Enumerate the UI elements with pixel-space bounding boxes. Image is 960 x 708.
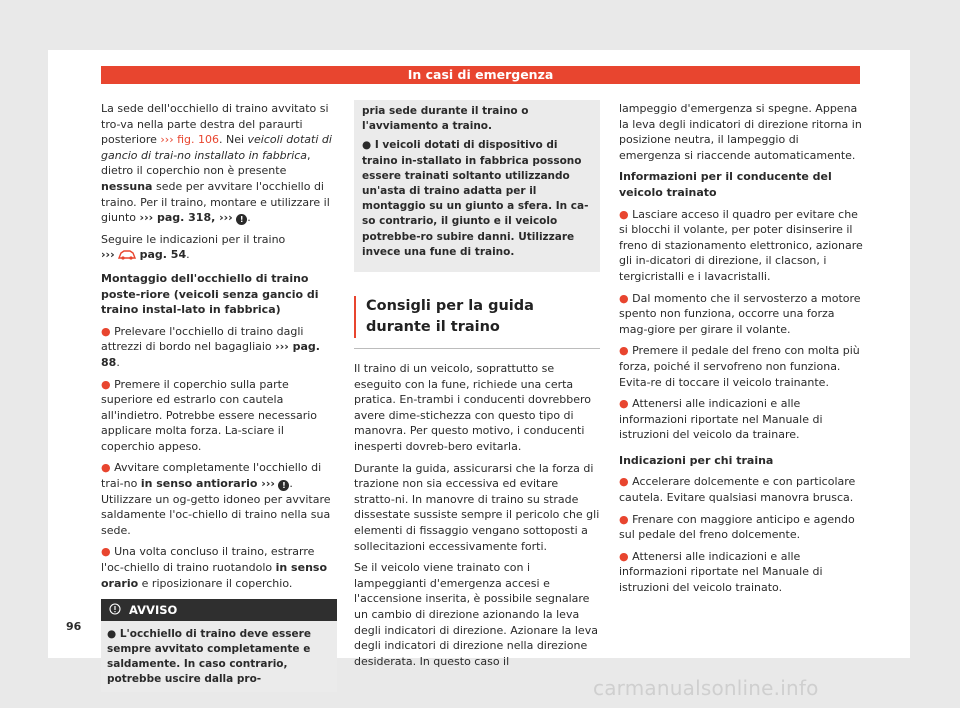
page-number: 96 xyxy=(66,620,82,633)
bullet-icon: ● xyxy=(619,207,629,221)
link-fig-106[interactable]: ››› fig. 106 xyxy=(160,133,219,147)
bullet-icon: ● xyxy=(101,545,111,559)
bullet-icon: ● xyxy=(619,475,629,489)
bullet-icon: ● xyxy=(619,549,629,563)
warning-box-header: AVVISO xyxy=(101,599,337,621)
subheading-mount-towing-eye: Montaggio dell'occhiello di traino poste-riore (veicoli senza gancio di traino instal-lato in fabbrica) xyxy=(101,271,319,317)
list-item: ● Premere il coperchio sulla parte superiore ed estrarlo con cautela all'indietro. Potrebbe essere necessario applicare molta forza. La-sciare il coperchio appeso. xyxy=(101,377,318,453)
list-item: ● Premere il pedale del freno con molta più forza, poiché il servofreno non funziona. Evita-re di toccare il veicolo trainante. xyxy=(619,344,860,389)
warning-ref-icon: ! xyxy=(278,480,289,491)
subheading-towed-driver: Informazioni per il conducente del veicolo trainato xyxy=(619,170,832,199)
link-page-54[interactable]: pag. 54 xyxy=(139,248,187,262)
warning-ref-icon: ! xyxy=(236,214,247,225)
paragraph-towing-instructions: Seguire le indicazioni per il traino ››› pag. 54. xyxy=(101,232,337,265)
paragraph: Se il veicolo viene trainato con i lampeggianti d'emergenza accesi e l'accensione inserita, è possibile segnalare un cambio di direzione azionando la leva degli indicatori di direzione. Azionare la leva degli indicatori di direzione nella direzione desiderata. In questo caso il xyxy=(354,561,598,668)
warning-icon xyxy=(109,603,125,617)
list-item: ● Avvitare completamente l'occhiello di trai-no in senso antiorario ››› ! . Utilizzare un og-getto idoneo per avvitare saldamente l'oc-chiello di traino nella sua sede. xyxy=(101,461,331,537)
list-item: ● Attenersi alle indicazioni e alle informazioni riportate nel Manuale di istruzioni del veicolo trainato. xyxy=(619,549,823,595)
list-item: ● Lasciare acceso il quadro per evitare che si blocchi il volante, per poter disinserire il freno di stazionamento elettronico, azionare gli in-dicatori di direzione, il clacson, i tergicristalli e i lavacristalli. xyxy=(619,207,863,283)
bullet-icon: ● xyxy=(362,139,372,152)
warning-box-continued: pria sede durante il traino o l'avviamento a traino. ● I veicoli dotati di dispositivo di traino in-stallato in fabbrica possono essere trainati soltanto utilizzando un'asta di traino adatta per il montaggio su un giunto a sfera. In ca-so contrario, il giunto e il veicolo potrebbe-ro subire danni. Utilizzare invece una fune di traino. xyxy=(354,100,600,272)
paragraph: Il traino di un veicolo, soprattutto se eseguito con la fune, richiede una certa pratica. En-trambi i conducenti dovrebbero avere dime-stichezza con questo tipo di manovra. Per questo motivo, i conducenti inesperti dovreb-bero evitarla. xyxy=(354,362,592,453)
bullet-icon: ● xyxy=(101,324,111,338)
list-item: ● Accelerare dolcemente e con particolare cautela. Evitare qualsiasi manovra brusca. xyxy=(619,475,856,505)
list-item: ● Attenersi alle indicazioni e alle informazioni riportate nel Manuale di istruzioni del veicolo da trainare. xyxy=(619,397,823,442)
bullet-icon: ● xyxy=(619,397,629,411)
list-item: ● Dal momento che il servosterzo a motore spento non funziona, occorre una forza mag-giore per girare il volante. xyxy=(619,291,861,336)
column-middle xyxy=(354,100,600,675)
column-left xyxy=(101,101,337,692)
bullet-icon: ● xyxy=(101,377,111,391)
paragraph: Durante la guida, assicurarsi che la forza di trazione non sia eccessiva ed evitare stratto-ni. In manovre di traino su strade dissestate sussiste sempre il pericolo che gli elementi di fissaggio vengano sottoposti a sollecitazioni eccessivamente forti. xyxy=(354,461,600,553)
list-item: ● Frenare con maggiore anticipo e agendo sul pedale del freno dolcemente. xyxy=(619,512,855,542)
bullet-icon: ● xyxy=(107,628,117,641)
paragraph-towing-eye-location: La sede dell'occhiello di traino avvitato si tro-va nella parte destra del paraurti posteriore ››› fig. 106. Nei veicoli dotati di gancio di trai-no installato in fabbrica, dietro il coperchio non è presente nessuna sede per avvitare l'occhiello di traino. Per il traino, montare e utilizzare il giunto ››› pag. 318, ››› ! . xyxy=(101,102,332,225)
link-page-318[interactable]: ››› pag. 318, ››› xyxy=(139,211,233,225)
subheading-towing-driver: Indicazioni per chi traina xyxy=(619,453,774,467)
section-divider xyxy=(354,348,600,349)
bullet-icon: ● xyxy=(619,512,629,526)
list-item: ● I veicoli dotati di dispositivo di traino in-stallato in fabbrica possono essere trainati soltanto utilizzando un'asta di traino adatta per il montaggio su un giunto a sfera. In ca-so contrario, il giunto e il veicolo potrebbe-ro subire danni. Utilizzare invece una fune di traino. xyxy=(362,139,589,258)
bullet-icon: ● xyxy=(101,461,111,475)
column-right xyxy=(619,101,863,602)
bullet-icon: ● xyxy=(619,291,629,305)
car-book-icon xyxy=(118,248,136,265)
list-item: ● Una volta concluso il traino, estrarre l'oc-chiello di traino ruotandolo in senso orario e riposizionare il coperchio. xyxy=(101,545,327,590)
watermark: carmanualsonline.info xyxy=(593,676,819,700)
section-title: Consigli per la guida durante il traino xyxy=(354,296,600,338)
list-item: ● Prelevare l'occhiello di traino dagli attrezzi di bordo nel bagagliaio ››› pag. 88. xyxy=(101,324,320,369)
link-page-88[interactable]: ››› pag. 88 xyxy=(101,340,320,369)
chapter-header: In casi di emergenza xyxy=(101,66,860,84)
paragraph: lampeggio d'emergenza si spegne. Appena la leva degli indicatori di direzione ritorna in posizione neutra, il lampeggio di emergenza si riaccende automaticamente. xyxy=(619,102,862,162)
bullet-icon: ● xyxy=(619,344,629,358)
warning-box-body: ● L'occhiello di traino deve essere sempre avvitato completamente e saldamente. In caso contrario, potrebbe uscire dalla pro- xyxy=(101,621,337,692)
